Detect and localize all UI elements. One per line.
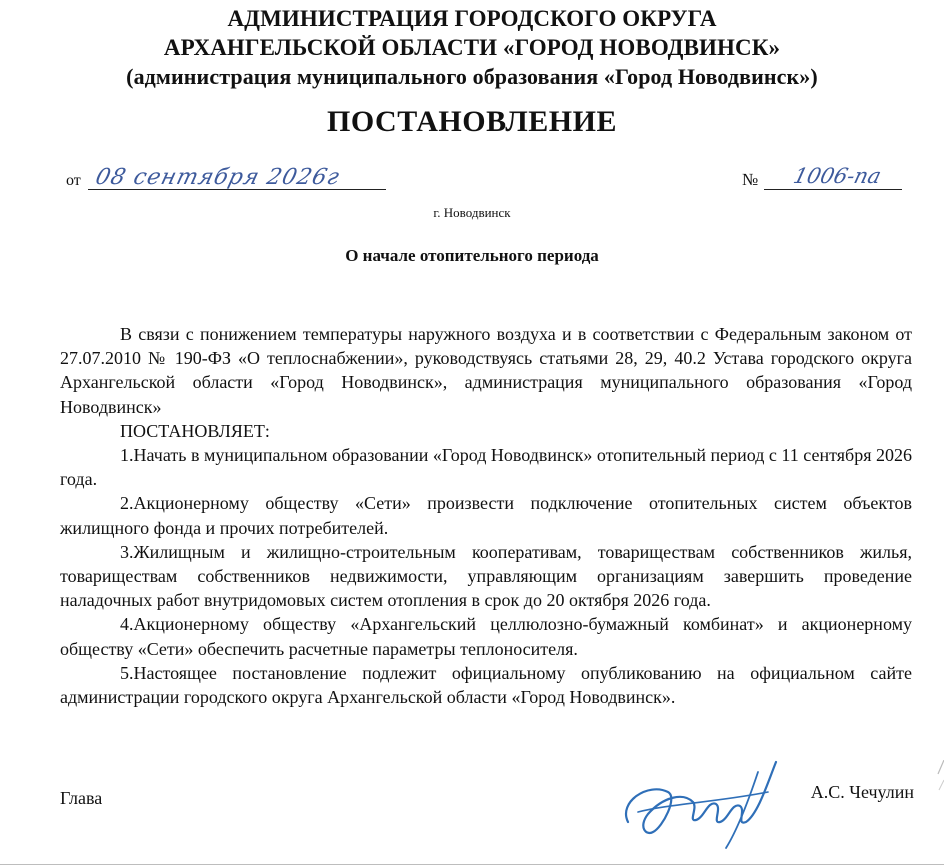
document-header xyxy=(0,4,944,91)
city-label: г. Новодвинск xyxy=(433,205,511,220)
signatory-position: Глава xyxy=(60,788,103,808)
document-body xyxy=(60,322,912,709)
page-edge-artifact xyxy=(936,760,944,800)
item-paragraph-4: 4.Акционерному обществу «Архангельский целлюлозно-бумажный комбинат» и акционерному обществу «Сети» обеспечить расчетные параметры теплоносителя. xyxy=(60,614,912,659)
date-handwritten-value: 08 сентября 2026г xyxy=(92,165,343,190)
header-line-1: АДМИНИСТРАЦИЯ ГОРОДСКОГО ОКРУГА xyxy=(227,6,717,31)
number-prefix: № xyxy=(742,170,759,189)
number-field xyxy=(742,160,902,192)
number-handwritten-value: 1006-па xyxy=(791,164,884,188)
item-paragraph-3: 3.Жилищным и жилищно-строительным кооперативам, товариществам собственников жилья, товариществам собственников недвижимости, управляющим организациям завершить проведение наладочных работ внутридомовых систем отопления в срок до 20 октября 2026 года. xyxy=(60,541,912,611)
header-line-2: АРХАНГЕЛЬСКОЙ ОБЛАСТИ «ГОРОД НОВОДВИНСК» xyxy=(163,35,781,60)
preamble-paragraph: В связи с понижением температуры наружного воздуха и в соответствии с Федеральным законом от 27.07.2010 № 190-ФЗ «О теплоснабжении», руководствуясь статьями 28, 29, 40.2 Устава городского округа Архангельской области «Город Новодвинск», администрация муниципального образования «Город Новодвинск» xyxy=(60,324,912,417)
item-paragraph-1: 1.Начать в муниципальном образовании «Город Новодвинск» отопительный период с 11 сентября 2026 года. xyxy=(60,445,912,490)
page-bottom-edge xyxy=(0,864,944,865)
document-title: ПОСТАНОВЛЕНИЕ xyxy=(327,105,617,138)
resolves-paragraph: ПОСТАНОВЛЯЕТ: xyxy=(120,420,270,441)
item-paragraph-2: 2.Акционерному обществу «Сети» произвести подключение отопительных систем объектов жилищного фонда и прочих потребителей. xyxy=(60,493,912,538)
item-paragraph-5: 5.Настоящее постановление подлежит официальному опубликованию на официальном сайте администрации городского округа Архангельской области «Город Новодвинск». xyxy=(60,662,912,708)
document-subject: О начале отопительного периода xyxy=(345,246,599,265)
number-underline xyxy=(764,189,902,190)
date-prefix: от xyxy=(66,172,81,189)
handwritten-signature xyxy=(608,752,788,852)
date-field xyxy=(66,160,386,192)
signatory-name: А.С. Чечулин xyxy=(810,782,914,802)
header-line-3: (администрация муниципального образования «Город Новодвинск») xyxy=(126,64,818,89)
